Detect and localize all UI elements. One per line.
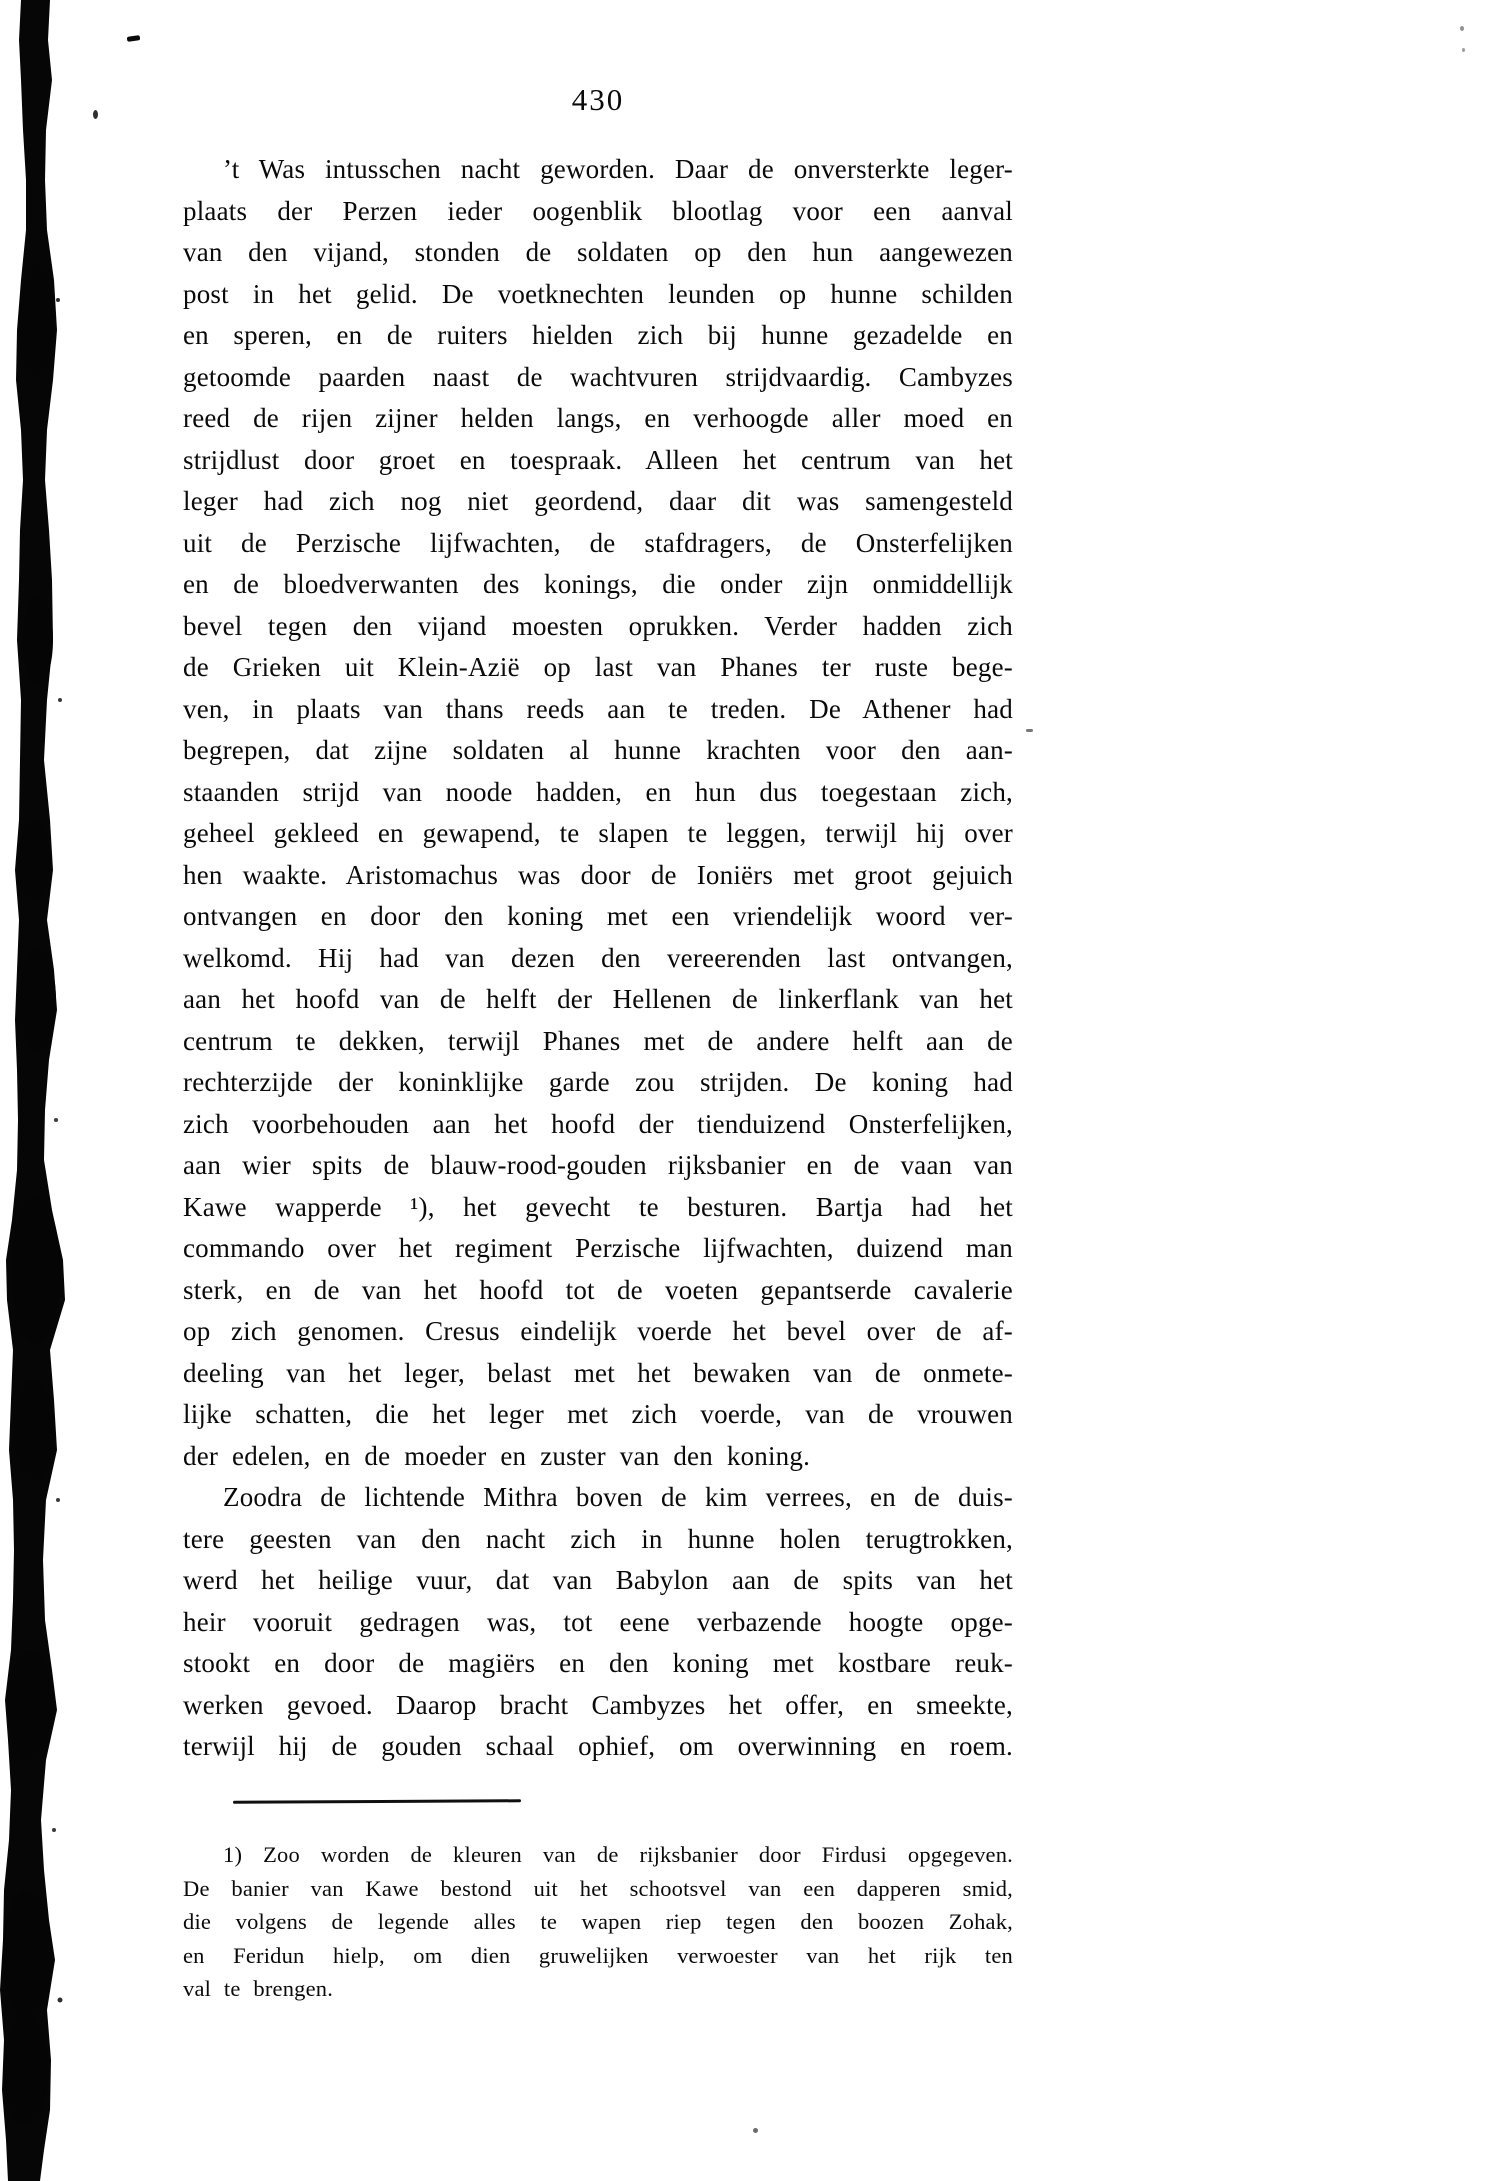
- text-line: strijdlust door groet en toespraak. Alleen het centrum van het: [183, 444, 1013, 475]
- text-line: van den vijand, stonden de soldaten op den hun aangewezen: [183, 237, 1013, 267]
- text-line: en Feridun hielp, om dien gruwelijken verwoester van het rijk ten: [183, 1942, 1013, 1968]
- text-line: begrepen, dat zijne soldaten al hunne krachten voor den aan-: [183, 735, 1013, 765]
- text-line: tere geesten van den nacht zich in hunne holen terugtrokken,: [183, 1523, 1013, 1554]
- text-line: geheel gekleed en gewapend, te slapen te leggen, terwijl hij over: [183, 818, 1013, 848]
- binding-edge-artifact: [0, 0, 90, 2181]
- text-line: terwijl hij de gouden schaal ophief, om overwinning en roem.: [183, 1731, 1013, 1761]
- text-line: en speren, en de ruiters hielden zich bij hunne gezadelde en: [183, 320, 1013, 350]
- text-line: aan het hoofd van de helft der Hellenen de linkerflank van het: [183, 984, 1013, 1014]
- text-line: zich voorbehouden aan het hoofd der tienduizend Onsterfelijken,: [183, 1108, 1013, 1139]
- text-line: der edelen, en de moeder en zuster van den koning.: [183, 1440, 811, 1471]
- footnote-separator-rule: [233, 1799, 521, 1804]
- text-line: hen waakte. Aristomachus was door de Ioniërs met groot gejuich: [183, 859, 1013, 890]
- text-line: getoomde paarden naast de wachtvuren strijdvaardig. Cambyzes: [183, 361, 1013, 392]
- text-line: aan wier spits de blauw-rood-gouden rijksbanier en de vaan van: [183, 1150, 1013, 1180]
- text-line: uit de Perzische lijfwachten, de stafdragers, de Onsterfelijken: [183, 527, 1013, 558]
- text-line: die volgens de legende alles te wapen riep tegen den boozen Zohak,: [183, 1909, 1013, 1934]
- text-line: post in het gelid. De voetknechten leunden op hunne schilden: [183, 278, 1013, 309]
- text-line: De banier van Kawe bestond uit het schootsvel van een dapperen smid,: [183, 1875, 1013, 1901]
- scan-speck: [1462, 48, 1465, 52]
- text-line: de Grieken uit Klein-Azië op last van Phanes ter ruste bege-: [183, 652, 1013, 682]
- text-line: heir vooruit gedragen was, tot eene verbazende hoogte opge-: [183, 1606, 1013, 1637]
- text-line: en de bloedverwanten des konings, die onder zijn onmiddellijk: [183, 569, 1013, 599]
- scan-speck: [127, 35, 141, 42]
- text-line: Kawe wapperde ¹), het gevecht te besturen. Bartja had het: [183, 1191, 1013, 1222]
- text-line: plaats der Perzen ieder oogenblik blootlag voor een aanval: [183, 195, 1013, 226]
- scan-speck: [93, 110, 98, 119]
- scan-speck: [1026, 729, 1033, 732]
- scan-speck: [753, 2128, 758, 2133]
- body-text: [183, 149, 1013, 1768]
- text-line: reed de rijen zijner helden langs, en verhoogde aller moed en: [183, 403, 1013, 433]
- scan-speck: [1460, 26, 1464, 31]
- text-line: werd het heilige vuur, dat van Babylon aan de spits van het: [183, 1565, 1013, 1595]
- text-line: stookt en door de magiërs en den koning met kostbare reuk-: [183, 1648, 1013, 1678]
- text-line: val te brengen.: [183, 1976, 334, 2001]
- text-line: bevel tegen den vijand moesten oprukken. Verder hadden zich: [183, 610, 1013, 641]
- text-line: sterk, en de van het hoofd tot de voeten gepantserde cavalerie: [183, 1274, 1013, 1305]
- text-line: commando over het regiment Perzische lijfwachten, duizend man: [183, 1233, 1013, 1263]
- text-line: welkomd. Hij had van dezen den vereerenden last ontvangen,: [183, 942, 1013, 973]
- text-line: centrum te dekken, terwijl Phanes met de andere helft aan de: [183, 1025, 1013, 1056]
- text-line: deeling van het leger, belast met het bewaken van de onmete-: [183, 1357, 1013, 1388]
- text-line: werken gevoed. Daarop bracht Cambyzes het offer, en smeekte,: [183, 1689, 1013, 1720]
- text-line: rechterzijde der koninklijke garde zou strijden. De koning had: [183, 1067, 1013, 1097]
- text-line: lijke schatten, die het leger met zich voerde, van de vrouwen: [183, 1399, 1013, 1429]
- text-line: ven, in plaats van thans reeds aan te treden. De Athener had: [183, 693, 1013, 724]
- page-number: 430: [571, 82, 625, 117]
- text-line: op zich genomen. Cresus eindelijk voerde het bevel over de af-: [183, 1316, 1013, 1346]
- text-line: ’t Was intusschen nacht geworden. Daar de onversterkte leger-: [223, 154, 1013, 184]
- text-line: ontvangen en door den koning met een vriendelijk woord ver-: [183, 901, 1013, 931]
- text-line: 1) Zoo worden de kleuren van de rijksbanier door Firdusi opgegeven.: [223, 1842, 1013, 1867]
- text-line: Zoodra de lichtende Mithra boven de kim verrees, en de duis-: [223, 1482, 1013, 1512]
- text-line: leger had zich nog niet geordend, daar dit was samengesteld: [183, 486, 1013, 516]
- footnote-text: [183, 1838, 1013, 2006]
- text-line: staanden strijd van noode hadden, en hun dus toegestaan zich,: [183, 776, 1013, 807]
